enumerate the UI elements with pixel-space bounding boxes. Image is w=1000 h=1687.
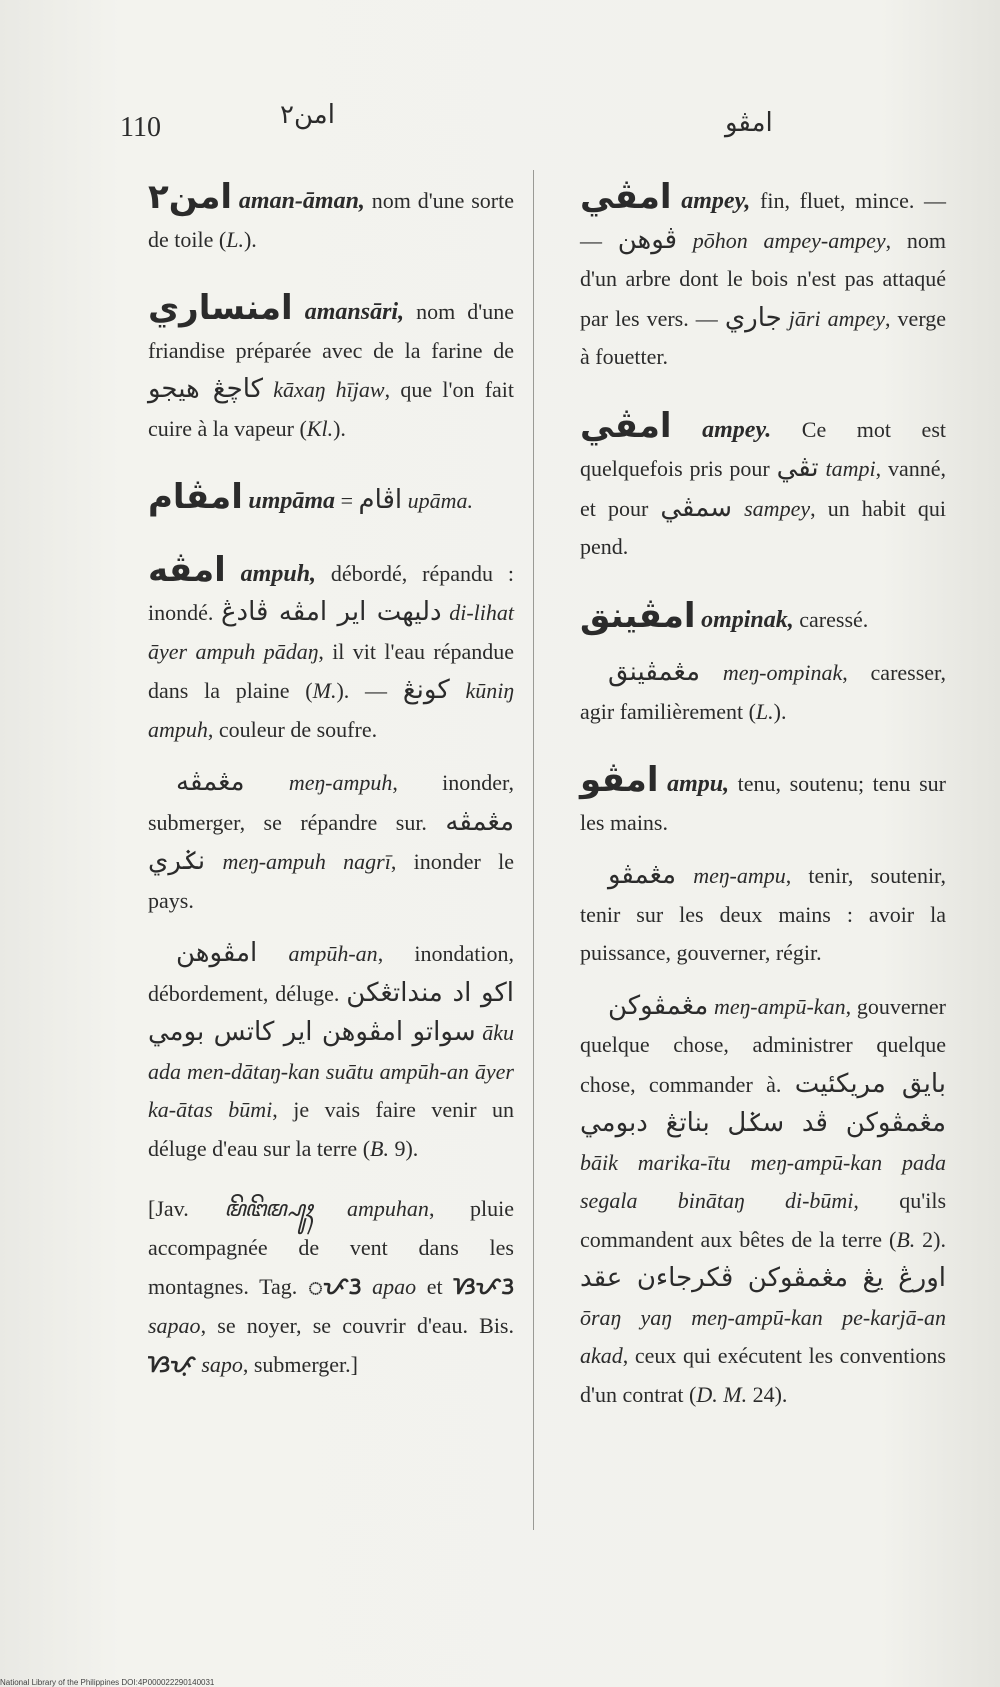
example-arabic: اكو اد منداتڠكن سواتو امڤوهن اير كاتس بومي bbox=[148, 977, 514, 1047]
headword: aman-āman, bbox=[238, 188, 365, 214]
entry-umpama bbox=[148, 478, 514, 521]
note-text: , pluie accompagnée de vent dans les montagnes. Tag. bbox=[148, 1196, 514, 1299]
example-arabic: كونڠ bbox=[402, 675, 450, 705]
etymology-note bbox=[148, 1190, 514, 1385]
definition-text: ). — bbox=[336, 678, 403, 703]
example-transliteration: ōraŋ yaŋ meŋ-ampū-kan pe-karjā-an akad bbox=[580, 1304, 946, 1368]
definition-text: , couleur de soufre. bbox=[207, 716, 378, 742]
headword: amansāri, bbox=[304, 299, 405, 325]
definition-text: , gouverner quelque chose, administrer quelque chose, commander à. bbox=[580, 993, 947, 1097]
headword: ampey, bbox=[681, 188, 751, 214]
definition-text: 24). bbox=[747, 1381, 788, 1407]
headword: ampuh, bbox=[240, 560, 317, 587]
library-footer: National Library of the Philippines DOI:4P000022290140031 bbox=[0, 1678, 215, 1687]
example-transliteration: upāma. bbox=[402, 488, 474, 513]
bisaya-script: ᜐᜉᜓ bbox=[148, 1350, 196, 1378]
definition-text: , qu'ils commandent aux bêtes de la terre ( bbox=[580, 1188, 946, 1252]
definition-text: caressé. bbox=[793, 606, 869, 632]
source-ref: L. bbox=[226, 226, 244, 252]
headword-arabic: امڤه bbox=[148, 549, 226, 590]
definition-text: , nom d'un arbre dont le bois n'est pas attaqué par les vers. — bbox=[580, 227, 946, 331]
entry-amansari bbox=[148, 289, 514, 448]
subentry-transliteration: ampūh-an bbox=[257, 941, 378, 966]
note-transliteration: sapo bbox=[195, 1352, 243, 1377]
definition-text: , il vit l'eau répandue dans la plaine ( bbox=[148, 638, 514, 703]
definition-text: 9). bbox=[388, 1135, 419, 1161]
definition-text: = bbox=[335, 488, 359, 513]
definition-text: , caresser, agir familièrement ( bbox=[580, 660, 946, 724]
definition-text: , ceux qui exécutent les conventions d'un contrat ( bbox=[580, 1343, 946, 1407]
subentry-arabic: مڠمڤوكن bbox=[608, 990, 709, 1021]
subentry-arabic: مڠمڤو bbox=[608, 860, 677, 890]
definition-text: tenu, soutenu; tenu sur les mains. bbox=[580, 771, 946, 835]
definition-text: , que l'on fait cuire à la vapeur ( bbox=[148, 377, 515, 441]
left-column bbox=[148, 178, 514, 1415]
headword-arabic: امڤام bbox=[148, 477, 243, 517]
entry-ompinak bbox=[580, 597, 946, 732]
source-ref: M. bbox=[312, 678, 337, 703]
note-text: [Jav. bbox=[148, 1196, 225, 1221]
sub-entry-ampuh-an bbox=[148, 934, 514, 1168]
definition-text: nom d'une friandise préparée avec de la farine de bbox=[148, 299, 514, 363]
example-arabic: بايق مريكئيت مڠمڤوكن ڤد سݢل بناتڠ دبومي bbox=[580, 1068, 947, 1138]
definition-text: , tenir, soutenir, tenir sur les deux mains : avoir la puissance, gouverner, régir. bbox=[580, 863, 946, 965]
right-running-head: امڤو bbox=[725, 108, 773, 138]
example-arabic: اڤام bbox=[358, 485, 403, 515]
tagalog-script: ᜀᜉᜂ bbox=[307, 1272, 362, 1300]
note-text: et bbox=[416, 1274, 454, 1299]
sub-entry-meng-ampuh bbox=[148, 763, 514, 920]
tagalog-script: ᜐᜉᜂ bbox=[453, 1272, 514, 1300]
example-transliteration: bāik marika-ītu meŋ-ampū-kan pada segala binātaŋ di-būmi bbox=[580, 1149, 946, 1213]
definition-text: , verge à fouetter. bbox=[580, 305, 947, 369]
definition-text: Ce mot est quelquefois pris pour bbox=[580, 416, 946, 481]
example-transliteration: sampey bbox=[732, 495, 811, 521]
entry-aman-aman bbox=[148, 178, 514, 259]
definition-text: ). bbox=[333, 415, 346, 441]
definition-text: débordé, répandu : inondé. bbox=[148, 560, 514, 625]
note-transliteration: apao bbox=[361, 1274, 417, 1299]
source-ref: B. bbox=[896, 1226, 916, 1252]
entry-ampuh bbox=[148, 551, 514, 1385]
sub-entry-meng-ampu-kan bbox=[580, 987, 946, 1415]
headword-arabic: امڤي bbox=[580, 405, 672, 446]
example-arabic: اورڠ يڠ مڠمڤوكن ڤكرجاءن عقد bbox=[580, 1263, 946, 1293]
example-arabic: كاچڠ هيجو bbox=[148, 374, 264, 404]
headword: umpāma bbox=[248, 488, 336, 514]
subentry-transliteration: meŋ-ampū-kan bbox=[708, 993, 846, 1019]
example-transliteration: pōhon ampey-ampey bbox=[677, 227, 886, 253]
headword: ampey. bbox=[702, 416, 772, 443]
example-transliteration: meŋ-ampuh nagrī bbox=[205, 849, 391, 874]
example-transliteration: kūniŋ ampuh bbox=[148, 678, 514, 742]
note-text: , submerger.] bbox=[242, 1352, 358, 1377]
definition-text: , inondation, débordement, déluge. bbox=[148, 941, 514, 1006]
definition-text: nom d'une sorte de toile ( bbox=[148, 188, 515, 252]
source-ref: Kl. bbox=[306, 415, 334, 441]
definition-text: 2). bbox=[915, 1226, 946, 1252]
note-text: , se noyer, se couvrir d'eau. Bis. bbox=[200, 1312, 514, 1338]
headword-arabic: امڤينق bbox=[580, 595, 696, 636]
example-transliteration: tampi bbox=[818, 456, 876, 481]
note-transliteration: sapao bbox=[148, 1312, 201, 1338]
definition-text: , inonder, submerger, se répandre sur. bbox=[148, 770, 515, 835]
example-arabic: تڤي bbox=[776, 453, 819, 483]
definition-text: , inonder le pays. bbox=[148, 849, 514, 913]
example-transliteration: jāri ampey bbox=[781, 305, 886, 331]
headword: ompinak, bbox=[701, 606, 794, 633]
subentry-transliteration: meŋ-ompinak bbox=[700, 660, 843, 685]
source-ref: L. bbox=[755, 698, 774, 724]
source-ref: B. bbox=[370, 1135, 389, 1161]
definition-text: , je vais faire venir un déluge d'eau sur la terre ( bbox=[148, 1097, 515, 1161]
entry-ampey-2 bbox=[580, 407, 946, 567]
example-arabic: دليهت اير امڤه ڤادڠ bbox=[221, 597, 442, 627]
sub-entry-meng-ampu bbox=[580, 856, 946, 973]
subentry-transliteration: meŋ-ampu bbox=[676, 863, 786, 888]
subentry-arabic: مڠمڤه bbox=[176, 767, 245, 797]
example-transliteration: āku ada men-dātaŋ-kan suātu ampūh-an āyer ka-ātas būmi bbox=[148, 1020, 514, 1122]
example-transliteration: kāxaŋ hījaw bbox=[263, 377, 385, 402]
example-arabic: مڠمڤه نݢري bbox=[148, 806, 514, 876]
example-arabic: ڤوهن bbox=[617, 224, 678, 255]
entry-ampu bbox=[580, 761, 946, 1414]
entry-ampey-1 bbox=[580, 178, 946, 377]
right-column bbox=[580, 178, 946, 1444]
subentry-arabic: مڠمڤينق bbox=[608, 657, 701, 687]
headword-arabic: امنساري bbox=[148, 288, 293, 328]
source-ref: D. M. bbox=[696, 1381, 748, 1407]
definition-text: ). bbox=[243, 226, 257, 252]
definition-text: , vanné, et pour bbox=[580, 456, 947, 521]
example-arabic: جاري bbox=[724, 302, 782, 333]
javanese-script: ꦩꦼꦔꦼꦩ꧀ꦥꦸꦃ bbox=[224, 1196, 312, 1221]
sub-entry-meng-ompinak bbox=[580, 653, 946, 731]
definition-text: fin, fluet, mince. — — bbox=[580, 188, 947, 253]
definition-text: , un habit qui pend. bbox=[580, 495, 946, 559]
example-transliteration: di-lihat āyer ampuh pādaŋ bbox=[148, 600, 514, 664]
definition-text: ). bbox=[773, 698, 787, 724]
page-number: 110 bbox=[120, 112, 161, 143]
note-transliteration: ampuhan bbox=[311, 1196, 429, 1221]
headword-arabic: امڤو bbox=[580, 760, 659, 800]
subentry-transliteration: meŋ-ampuh bbox=[244, 770, 393, 795]
headword-arabic: امڤي bbox=[580, 177, 672, 217]
example-arabic: سمڤي bbox=[660, 492, 733, 523]
column-divider bbox=[533, 170, 534, 1530]
headword: ampu, bbox=[667, 771, 730, 797]
subentry-arabic: امڤوهن bbox=[176, 938, 258, 968]
headword-arabic: امن٢ bbox=[148, 177, 233, 217]
left-running-head: امن٢ bbox=[280, 100, 335, 130]
